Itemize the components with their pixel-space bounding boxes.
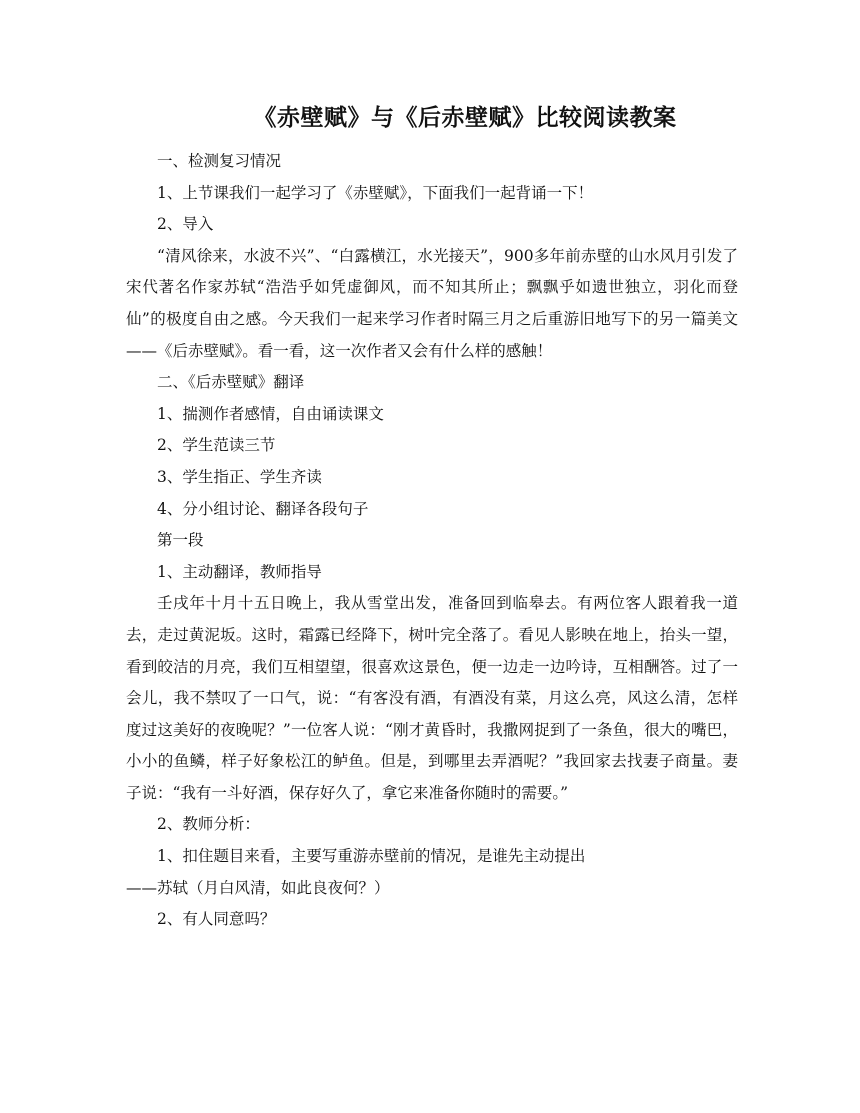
list-item-model-reading: 2、学生范读三节 bbox=[157, 436, 276, 455]
list-item-title-focus: 1、扣住题目来看，主要写重游赤壁前的情况，是谁先主动提出 bbox=[157, 847, 586, 866]
list-item-group-discussion: 4、分小组讨论、翻译各段句子 bbox=[157, 499, 369, 518]
list-item-active-translation: 1、主动翻译，教师指导 bbox=[157, 562, 322, 581]
subheading-first-paragraph: 第一段 bbox=[157, 531, 204, 550]
paragraph-translation-text: 壬戌年十月十五日晚上，我从雪堂出发，准备回到临皋去。有两位客人跟着我一道去，走过黄泥坂。这时，霜露已经降下，树叶完全落了。看见人影映在地上，抬头一望，看到皎洁的月亮，我们互相望望，很喜欢这景色，便一边走一边吟诗，互相酬答。过了一会儿，我不禁叹了一口气，说：“有客没有酒，有酒没有菜，月这么亮，风这么清，怎样度过这美好的夜晚呢？”一位客人说：“刚才黄昏时，我撒网捉到了一条鱼，很大的嘴巴，小小的鱼鳞，样子好象松江的鲈鱼。但是，到哪里去弄酒呢？”我回家去找妻子商量。妻子说：“我有一斗好酒，保存好久了，拿它来准备你随时的需要。” bbox=[126, 594, 738, 802]
list-item-teacher-analysis: 2、教师分析： bbox=[157, 815, 260, 834]
list-item-agreement: 2、有人同意吗？ bbox=[157, 910, 276, 929]
list-item-free-reading: 1、揣测作者感情，自由诵读课文 bbox=[157, 404, 384, 423]
document-body bbox=[126, 146, 738, 936]
paragraph-answer-sushi: ——苏轼（月白风清，如此良夜何？） bbox=[126, 878, 390, 897]
paragraph-intro-heading: 2、导入 bbox=[157, 215, 214, 234]
list-item-correction: 3、学生指正、学生齐读 bbox=[157, 467, 322, 486]
paragraph-intro-text: “清风徐来，水波不兴”、“白露横江，水光接天”，900多年前赤壁的山水风月引发了宋代著名作家苏轼“浩浩乎如凭虚御风，而不知其所止；飘飘乎如遗世独立，羽化而登仙”的极度自由之感。今天我们一起来学习作者时隔三月之后重游旧地写下的另一篇美文——《后赤壁赋》。看一看，这一次作者又会有什么样的感触！ bbox=[126, 246, 738, 360]
section-heading-translation: 二、《后赤壁赋》翻译 bbox=[157, 373, 305, 392]
section-heading-review: 一、检测复习情况 bbox=[157, 152, 282, 170]
paragraph-recite: 1、上节课我们一起学习了《赤壁赋》，下面我们一起背诵一下！ bbox=[157, 183, 594, 202]
document-title: 《赤壁赋》与《后赤壁赋》比较阅读教案 bbox=[253, 104, 677, 131]
